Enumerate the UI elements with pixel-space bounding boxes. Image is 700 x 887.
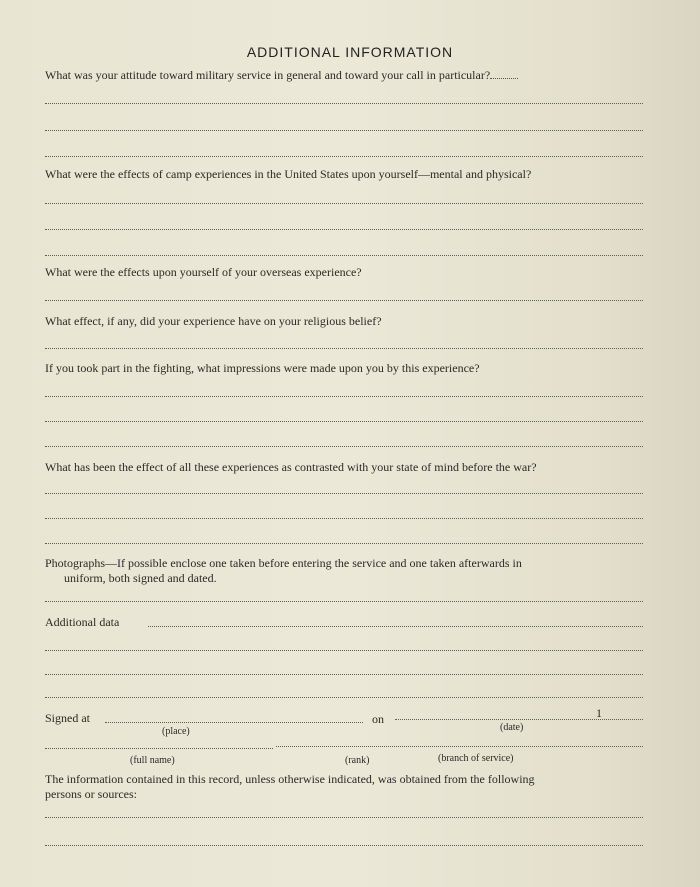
answer-line[interactable] (45, 348, 643, 349)
branch-caption: (branch of service) (438, 753, 514, 764)
answer-line[interactable] (45, 446, 643, 447)
answer-line[interactable] (45, 255, 643, 256)
answer-line[interactable] (45, 156, 643, 157)
sources-note: The information contained in this record, unless otherwise indicated, was obtained from the following persons or sources: (45, 772, 535, 801)
answer-line[interactable] (45, 203, 643, 204)
on-label: on (372, 712, 384, 726)
page-title: ADDITIONAL INFORMATION (246, 44, 454, 60)
rank-branch-field[interactable] (276, 746, 643, 747)
answer-line[interactable] (45, 845, 643, 846)
answer-line[interactable] (45, 229, 643, 230)
answer-line[interactable] (45, 601, 643, 602)
question-fighting: If you took part in the fighting, what impressions were made upon you by this experience? (45, 361, 480, 375)
question-religious: What effect, if any, did your experience have on your religious belief? (45, 314, 382, 328)
answer-line[interactable] (45, 650, 643, 651)
additional-data-label: Additional data (45, 615, 120, 629)
answer-line[interactable] (45, 130, 643, 131)
signed-at-label: Signed at (45, 711, 90, 725)
answer-line[interactable] (45, 300, 643, 301)
question-camp-effects: What were the effects of camp experiences in the United States upon yourself—mental and physical? (45, 167, 532, 181)
answer-line[interactable] (45, 543, 643, 544)
full-name-field[interactable] (45, 748, 273, 749)
answer-line[interactable] (45, 674, 643, 675)
full-name-caption: (full name) (130, 755, 175, 766)
photographs-note: Photographs—If possible enclose one taken before entering the service and one taken afterwards in uniform, both signed and dated. (45, 556, 522, 585)
answer-line[interactable] (45, 396, 643, 397)
answer-line[interactable] (45, 518, 643, 519)
place-caption: (place) (162, 726, 190, 737)
answer-line[interactable] (45, 493, 643, 494)
rank-caption: (rank) (345, 755, 370, 766)
answer-line[interactable] (45, 421, 643, 422)
question-contrast: What has been the effect of all these experiences as contrasted with your state of mind before the war? (45, 460, 537, 474)
question-attitude: What was your attitude toward military service in general and toward your call in particular? (45, 68, 650, 83)
answer-line[interactable] (45, 697, 643, 698)
question-overseas: What were the effects upon yourself of your overseas experience? (45, 265, 362, 279)
date-field[interactable] (395, 719, 643, 720)
place-field[interactable] (105, 722, 363, 723)
year-prefix: 1 (596, 706, 602, 720)
answer-line[interactable] (45, 817, 643, 818)
additional-data-field[interactable] (148, 626, 643, 627)
date-caption: (date) (500, 722, 524, 733)
answer-line[interactable] (45, 103, 643, 104)
